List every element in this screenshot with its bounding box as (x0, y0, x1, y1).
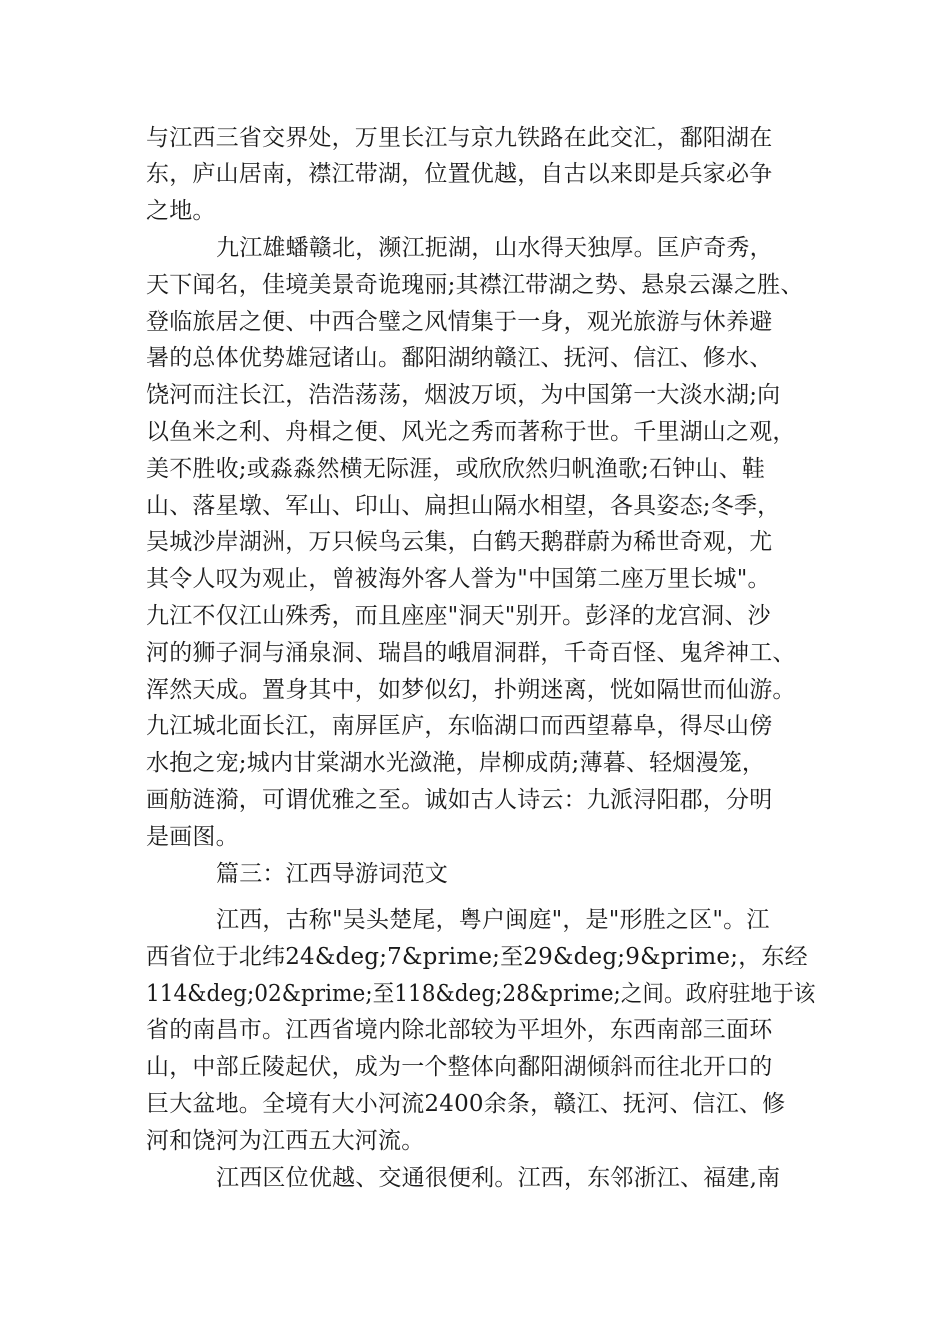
text-line: 暑的总体优势雄冠诸山。鄱阳湖纳赣江、抚河、信江、修水、 (146, 345, 773, 371)
text-line: 东，庐山居南，襟江带湖，位置优越，自古以来即是兵家必争 (146, 161, 773, 187)
text-line: 是画图。 (146, 824, 239, 850)
text-line: 其令人叹为观止，曾被海外客人誉为"中国第二座万里长城"。 (146, 566, 771, 592)
text-line: 水抱之宠;城内甘棠湖水光潋滟，岸柳成荫;薄暮、轻烟漫笼， (146, 750, 766, 776)
paragraph-start-line: 江西，古称"吴头楚尾，粤户闽庭"，是"形胜之区"。江 (216, 907, 770, 933)
text-line: 河的狮子洞与涌泉洞、瑞昌的峨眉洞群，千奇百怪、鬼斧神工、 (146, 640, 796, 666)
text-line: 画舫涟漪，可谓优雅之至。诚如古人诗云：九派浔阳郡，分明 (146, 787, 773, 813)
text-line: 九江不仅江山殊秀，而且座座"洞天"别开。彭泽的龙宫洞、沙 (146, 603, 771, 629)
text-line: 登临旅居之便、中西合璧之风情集于一身，观光旅游与休养避 (146, 309, 773, 335)
text-line: 九江城北面长江，南屏匡庐，东临湖口而西望幕阜，得尽山傍 (146, 713, 773, 739)
text-line: 天下闻名，佳境美景奇诡瑰丽;其襟江带湖之势、悬泉云瀑之胜、 (146, 272, 804, 298)
paragraph-start-line: 江西区位优越、交通很便利。江西，东邻浙江、福建,南 (216, 1165, 781, 1191)
text-line: 西省位于北纬24&deg;7&prime;至29&deg;9&prime;，东经 (146, 944, 808, 970)
text-line: 以鱼米之利、舟楫之便、风光之秀而著称于世。千里湖山之观， (146, 419, 796, 445)
text-line: 之地。 (146, 198, 216, 224)
text-line: 美不胜收;或淼淼然横无际涯，或欣欣然归帆渔歌;石钟山、鞋 (146, 456, 766, 482)
section-heading: 篇三：江西导游词范文 (216, 861, 448, 887)
paragraph-start-line: 九江雄蟠赣北，濒江扼湖，山水得天独厚。匡庐奇秀， (216, 235, 773, 261)
text-line: 省的南昌市。江西省境内除北部较为平坦外，东西南部三面环 (146, 1017, 773, 1043)
text-line: 浑然天成。置身其中，如梦似幻，扑朔迷离，恍如隔世而仙游。 (146, 677, 796, 703)
text-line: 吴城沙岸湖洲，万只候鸟云集，白鹤天鹅群蔚为稀世奇观，尤 (146, 529, 773, 555)
text-line: 114&deg;02&prime;至118&deg;28&prime;之间。政府驻地于该 (146, 981, 816, 1007)
text-line: 饶河而注长江，浩浩荡荡，烟波万顷，为中国第一大淡水湖;向 (146, 382, 781, 408)
text-line: 与江西三省交界处，万里长江与京九铁路在此交汇，鄱阳湖在 (146, 125, 773, 151)
text-line: 山、落星墩、军山、印山、扁担山隔水相望，各具姿态;冬季， (146, 493, 781, 519)
text-line: 巨大盆地。全境有大小河流2400余条，赣江、抚河、信江、修 (146, 1091, 786, 1117)
text-line: 山，中部丘陵起伏，成为一个整体向鄱阳湖倾斜而往北开口的 (146, 1054, 773, 1080)
text-line: 河和饶河为江西五大河流。 (146, 1128, 425, 1154)
